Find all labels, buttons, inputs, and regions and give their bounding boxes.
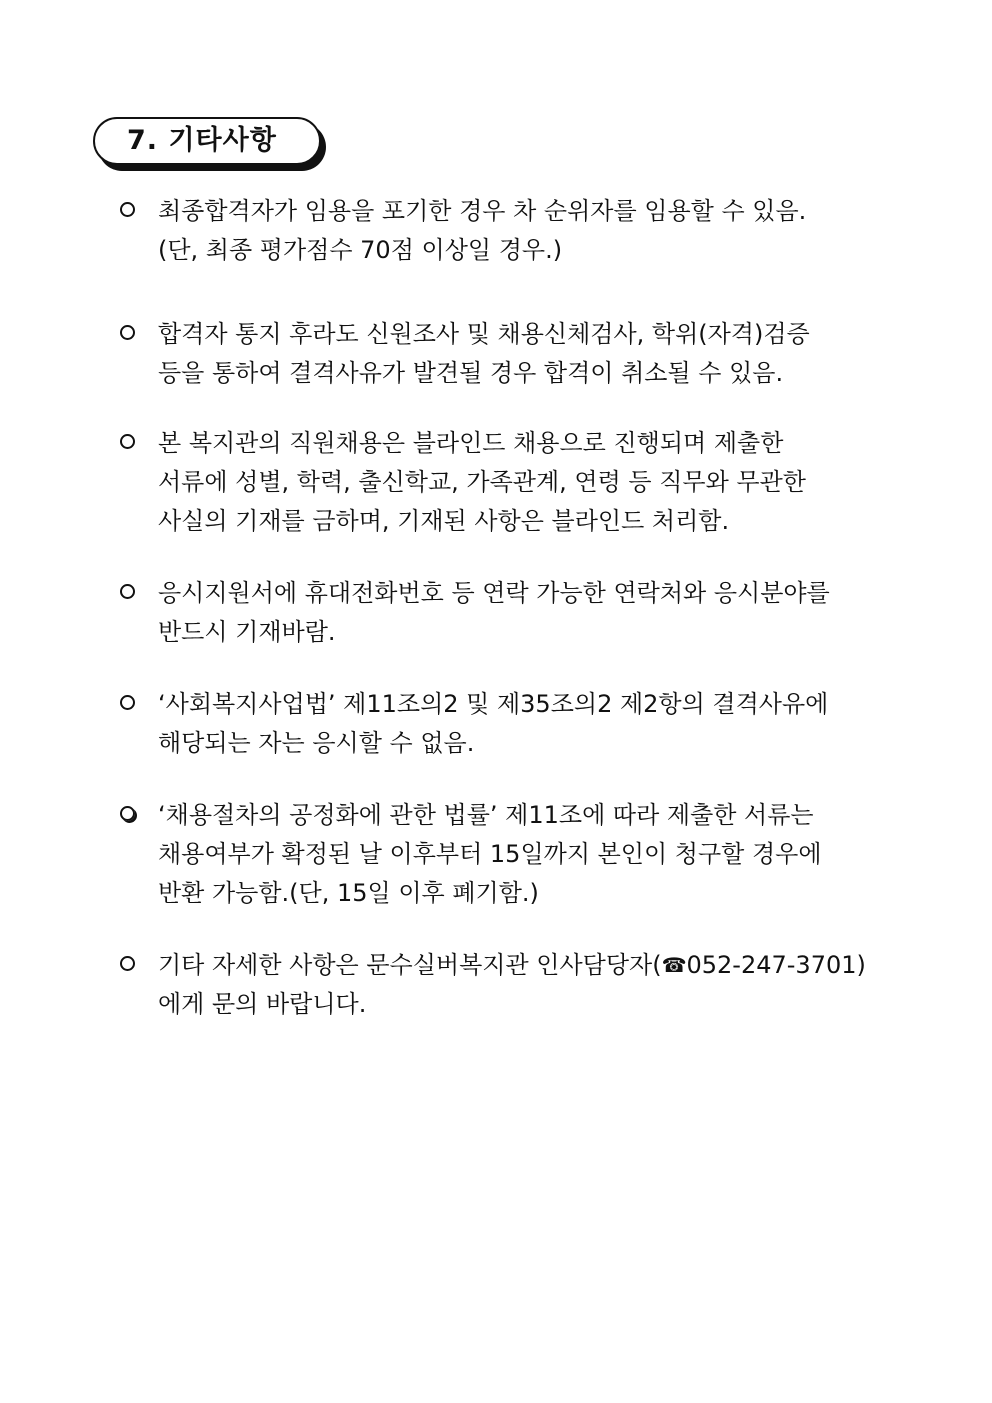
item-line: ‘사회복지사업법’ 제11조의2 및 제35조의2 제2항의 결격사유에	[158, 690, 829, 718]
telephone-icon: ☎	[661, 953, 687, 977]
list-item	[120, 946, 900, 1024]
section-title: 7. 기타사항	[127, 125, 277, 156]
phone-number: 052-247-3701)	[686, 951, 866, 979]
circle-bullet-icon	[120, 325, 135, 340]
list-item	[120, 796, 900, 913]
section-title-box	[93, 117, 329, 173]
list-item	[120, 424, 900, 541]
circle-bullet-icon	[120, 956, 135, 971]
circle-bullet-icon	[120, 584, 135, 599]
item-line: 응시지원서에 휴대전화번호 등 연락 가능한 연락처와 응시분야를	[158, 579, 830, 607]
item-line: 해당되는 자는 응시할 수 없음.	[158, 729, 475, 757]
item-line: 합격자 통지 후라도 신원조사 및 채용신체검사, 학위(자격)검증	[158, 320, 810, 348]
contact-text: 기타 자세한 사항은 문수실버복지관 인사담당자(	[158, 951, 662, 979]
circle-bullet-icon	[120, 202, 135, 217]
list-item	[120, 192, 900, 270]
item-line: 반환 가능함.(단, 15일 이후 폐기함.)	[158, 879, 539, 907]
item-line	[158, 946, 900, 985]
list-item	[120, 685, 900, 763]
item-line: 사실의 기재를 금하며, 기재된 사항은 블라인드 처리함.	[158, 507, 730, 535]
item-line: 서류에 성별, 학력, 출신학교, 가족관계, 연령 등 직무와 무관한	[158, 468, 806, 496]
item-line: 최종합격자가 임용을 포기한 경우 차 순위자를 임용할 수 있음.	[158, 197, 807, 225]
item-line: (단, 최종 평가점수 70점 이상일 경우.)	[158, 236, 563, 264]
list-item	[120, 574, 900, 652]
item-line: 에게 문의 바랍니다.	[158, 990, 367, 1018]
item-line: 채용여부가 확정된 날 이후부터 15일까지 본인이 청구할 경우에	[158, 840, 822, 868]
circle-bullet-icon	[120, 695, 135, 710]
item-line: 반드시 기재바람.	[158, 618, 336, 646]
notice-list	[120, 192, 900, 1024]
list-item	[120, 315, 900, 393]
circle-bullet-icon	[120, 434, 135, 449]
item-line: ‘채용절차의 공정화에 관한 법률’ 제11조에 따라 제출한 서류는	[158, 801, 814, 829]
shadowed-circle-bullet-icon	[120, 806, 135, 821]
item-line: 등을 통하여 결격사유가 발견될 경우 합격이 취소될 수 있음.	[158, 359, 784, 387]
item-line: 본 복지관의 직원채용은 블라인드 채용으로 진행되며 제출한	[158, 429, 784, 457]
